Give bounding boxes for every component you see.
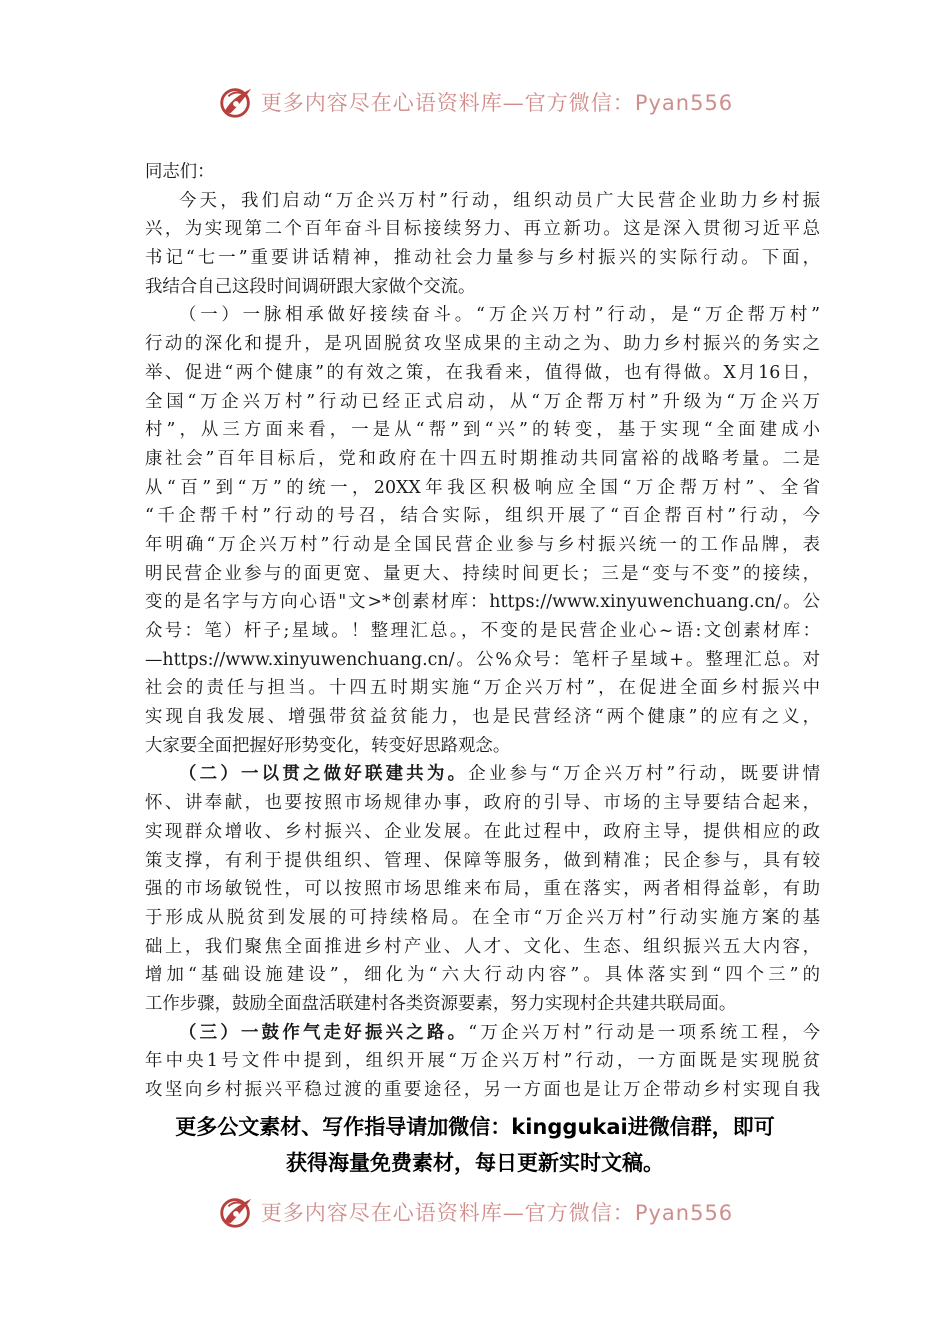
text-line: [145, 847, 820, 876]
line-text: —https://www.xinyuwenchuang.cn/。公%众号：笔杆子星域+。整理汇总。对: [145, 649, 820, 670]
watermark-label: 更多内容尽在心语资料库—官方微信：Pyan556: [260, 91, 734, 115]
line-text: 强的市场敏锐性，可以按照市场思维来布局，重在落实，两者相得益彰，有助: [145, 879, 820, 900]
line-text: 村”，从三方面来看，一是从“帮”到“兴”的转变，基于实现“全面建成小: [145, 420, 820, 441]
brand-logo-icon: [217, 83, 255, 121]
line-text: 行动的深化和提升，是巩固脱贫攻坚成果的主动之为、助力乡村振兴的务实之: [145, 334, 820, 355]
salutation: 同志们：: [145, 162, 215, 182]
line-text: 今天，我们启动“万企兴万村”行动，组织动员广大民营企业助力乡村振: [179, 190, 820, 211]
text-line: [145, 990, 820, 1019]
header-watermark: [0, 80, 950, 124]
line-text: “千企帮千村”行动的号召，结合实际，组织开展了“百企帮百村”行动，今: [145, 506, 820, 527]
notice-line-1: 更多公文素材、写作指导请加微信：kinggukai进微信群，即可: [175, 1115, 775, 1139]
text-line: [145, 502, 820, 531]
line-text: 变的是名字与方向心语"文>*创素材库：https://www.xinyuwenchuang.cn/。公: [145, 592, 820, 613]
line-text: 兴，为实现第二个百年奋斗目标接续努力、再立新功。这是深入贯彻习近平总: [145, 219, 820, 240]
line-text: （一）一脉相承做好接续奋斗。“万企兴万村”行动，是“万企帮万村”: [179, 305, 820, 326]
line-text: 社会的责任与担当。十四五时期实施“万企兴万村”，在促进全面乡村振兴中: [145, 678, 820, 699]
text-line: [145, 359, 820, 388]
text-line: [145, 445, 820, 474]
text-line: [145, 474, 820, 503]
brand-logo-icon: [217, 1193, 255, 1231]
line-text: 于形成从脱贫到发展的可持续格局。在全市“万企兴万村”行动实施方案的基: [145, 907, 820, 928]
text-line: [145, 244, 820, 273]
text-line: [145, 273, 820, 302]
line-text: 增加“基础设施建设”，细化为“六大行动内容”。具体落实到“四个三”的: [145, 965, 820, 986]
footer-watermark: [0, 1190, 950, 1234]
line-text: 年明确“万企兴万村”行动是全国民营企业参与乡村振兴统一的工作品牌，表: [145, 534, 820, 555]
line-text: 工作步骤，鼓励全面盘活联建村各类资源要素，努力实现村企共建共联局面。: [145, 993, 737, 1014]
document-body: [145, 158, 820, 1105]
section-heading: （二）一以贯之做好联建共为。: [179, 764, 469, 785]
text-line: [145, 760, 820, 789]
text-line: [145, 301, 820, 330]
text-line: [145, 416, 820, 445]
line-text: 明民营企业参与的面更宽、量更大、持续时间更长；三是“变与不变”的接续，: [145, 563, 820, 584]
line-text: 实现自我发展、增强带贫益贫能力，也是民营经济“两个健康”的应有之义，: [145, 707, 820, 728]
text-line: [145, 933, 820, 962]
text-line: [145, 187, 820, 216]
line-text: 实现群众增收、乡村振兴、企业发展。在此过程中，政府主导，提供相应的政: [145, 821, 820, 842]
text-line: [145, 1047, 820, 1076]
line-text: 年中央1号文件中提到，组织开展“万企兴万村”行动，一方面既是实现脱贫: [145, 1051, 820, 1072]
notice-line-2: 获得海量免费素材，每日更新实时文稿。: [286, 1151, 664, 1175]
text-line: [145, 875, 820, 904]
text-line: [145, 732, 820, 761]
text-line: [145, 388, 820, 417]
line-text: 从“百”到“万”的统一，20XX年我区积极响应全国“万企帮万村”、全省: [145, 477, 820, 498]
line-text: “万企兴万村”行动是一项系统工程，今: [468, 1022, 820, 1043]
line-text: 怀、讲奉献，也要按照市场规律办事，政府的引导、市场的主导要结合起来，: [145, 793, 820, 814]
line-text: 础上，我们聚焦全面推进乡村产业、人才、文化、生态、组织振兴五大内容，: [145, 936, 820, 957]
text-line: [145, 818, 820, 847]
line-text: 全国“万企兴万村”行动已经正式启动，从“万企帮万村”升级为“万企兴万: [145, 391, 820, 412]
text-line: [145, 703, 820, 732]
text-line: [145, 961, 820, 990]
line-text: 书记“七一”重要讲话精神，推动社会力量参与乡村振兴的实际行动。下面，: [145, 248, 820, 269]
line-text: 康社会”百年目标后，党和政府在十四五时期推动共同富裕的战略考量。二是: [145, 448, 820, 469]
line-text: 举、促进“两个健康”的有效之策，在我看来，值得做，也有得做。X月16日，: [145, 362, 820, 383]
text-line: [145, 674, 820, 703]
text-line: [145, 330, 820, 359]
watermark-label: 更多内容尽在心语资料库—官方微信：Pyan556: [260, 1201, 734, 1225]
text-line: [145, 789, 820, 818]
line-text: 众号：笔）杆子;星域。！整理汇总。，不变的是民营企业心~语:文创素材库：: [145, 621, 820, 641]
text-line: [145, 531, 820, 560]
line-text: 我结合自己这段时间调研跟大家做个交流。: [145, 276, 476, 297]
text-line: [145, 617, 820, 646]
text-line: [145, 560, 820, 589]
section-heading: （三）一鼓作气走好振兴之路。: [179, 1022, 469, 1043]
paragraph-lines: [145, 187, 820, 1105]
line-text: 策支撑，有利于提供组织、管理、保障等服务，做到精准；民企参与，具有较: [145, 850, 820, 871]
text-line: [145, 646, 820, 675]
text-line: [145, 1019, 820, 1048]
text-line: [145, 1076, 820, 1105]
line-text: 企业参与“万企兴万村”行动，既要讲情: [468, 764, 820, 785]
line-text: 攻坚向乡村振兴平稳过渡的重要途径，另一方面也是让万企带动乡村实现自我: [145, 1080, 820, 1100]
line-text: 大家要全面把握好形势变化，转变好思路观念。: [145, 735, 511, 756]
text-line: [145, 588, 820, 617]
text-line: [145, 904, 820, 933]
text-line: [145, 215, 820, 244]
